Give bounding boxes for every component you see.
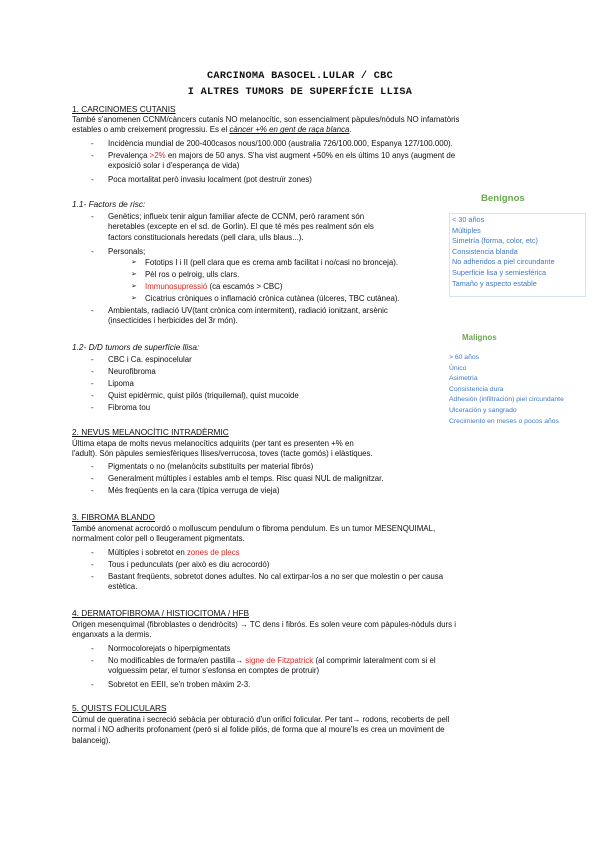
benignos-title: Benignos bbox=[481, 193, 525, 204]
list-item: Quist epidèrmic, quist pilós (triquilemal), quist mucoide bbox=[108, 391, 299, 401]
benignos-item: No adheridos a piel circundante bbox=[452, 257, 555, 267]
bullet-marker: - bbox=[91, 656, 94, 665]
bullet-marker: - bbox=[91, 212, 94, 221]
list-item: Personals; bbox=[108, 247, 146, 256]
list-item: Sobretot en EEII, se'n troben màxim 2-3. bbox=[108, 680, 251, 689]
malignos-item: Ulceración y sangrado bbox=[449, 406, 517, 414]
malignos-item: Consistencia dura bbox=[449, 385, 504, 393]
list-item: Generalment múltiples i estables amb el temps. Risc quasi NUL de malignitzar. bbox=[108, 474, 384, 483]
sub-list-item: Fototips I i II (pell clara que es crema amb facilitat i no/casi no bronceja). bbox=[145, 258, 399, 267]
list-item: Tous i pedunculats (per això es diu acrocordó) bbox=[108, 560, 270, 569]
section-1-2-heading: 1.2- D/D tumors de superfície llisa: bbox=[72, 342, 200, 352]
list-item: Poca mortalitat però invasiu localment (pot destruïr zones) bbox=[108, 175, 312, 184]
sub-list-item: Immunosupressió (ca escamós > CBC) bbox=[145, 282, 283, 291]
list-item: Lipoma bbox=[108, 379, 134, 389]
section-3-intro: També anomenat acrocordó o molluscum pendulum o fibroma pendulum. Es un tumor MESENQUIMAL, normalment color pell o lleugerament pigmentats. bbox=[72, 524, 436, 544]
malignos-item: Asimetría bbox=[449, 375, 478, 383]
bullet-marker: - bbox=[91, 367, 94, 377]
bullet-marker: - bbox=[91, 355, 94, 364]
benignos-item: Múltiples bbox=[452, 225, 481, 235]
bullet-marker: - bbox=[91, 139, 94, 148]
list-item: Múltiples i sobretot en zones de plecs bbox=[108, 548, 240, 557]
malignos-list bbox=[449, 353, 564, 427]
bullet-marker: - bbox=[91, 560, 94, 569]
bullet-marker: - bbox=[91, 474, 94, 483]
arrow-marker: ➢ bbox=[131, 271, 137, 278]
bullet-marker: - bbox=[91, 572, 94, 581]
benignos-item: < 30 años bbox=[452, 215, 485, 224]
document-title-line-1: CARCINOMA BASOCEL.LULAR / CBC bbox=[207, 71, 393, 82]
section-4-intro: Origen mesenquimal (fibroblastes o dendròcits) → TC dens i fibrós. Es solen veure com pàpules-nòduls durs i enganxats a la dermis. bbox=[72, 620, 457, 640]
bullet-marker: - bbox=[91, 391, 94, 401]
section-4-heading: 4. DERMATOFIBROMA / HISTIOCITOMA / HFB bbox=[72, 608, 250, 618]
benignos-list bbox=[452, 215, 555, 289]
bullet-marker: - bbox=[91, 379, 94, 389]
sub-list-item: Pèl ros o pelroig, ulls clars. bbox=[145, 270, 240, 279]
malignos-item: Crecimiento en meses o pocos años bbox=[449, 417, 559, 425]
list-item: Fibroma tou bbox=[108, 403, 151, 413]
malignos-item: > 60 años bbox=[449, 354, 480, 361]
bullet-marker: - bbox=[91, 306, 94, 315]
list-item: Ambientals, radiació UV(tant crònica com intermitent), radiació ionitzant, arsènic (insecticides i herbicides del 3r món). bbox=[108, 306, 388, 326]
bullet-marker: - bbox=[91, 403, 94, 413]
list-item: Incidència mundial de 200-400casos nous/100.000 (australia 726/100.000, Espanya 127/100.000). bbox=[108, 139, 453, 148]
arrow-marker: ➢ bbox=[131, 283, 137, 290]
list-item: Genètics; influeix tenir algun familiar afecte de CCNM, però rarament són heretables (excepte en el sd. de Gorlin). El que té més pes realment són els factors constitucionals heredats (pell clara, ulls blaus...). bbox=[108, 212, 374, 242]
arrow-marker: ➢ bbox=[131, 259, 137, 266]
list-item: Neurofibroma bbox=[108, 367, 156, 377]
section-2-intro: Última etapa de molts nevus melanocítics adquirits (per tant es presenten +% en l'adult). Són pàpules semiesfèriques llises/verrucosa, toves (tacte gomós) i elàstiques. bbox=[72, 439, 373, 459]
benignos-item: Consistencia blanda bbox=[452, 246, 518, 256]
malignos-title: Malignos bbox=[462, 333, 497, 342]
bullet-marker: - bbox=[91, 462, 94, 471]
section-3-heading: 3. FIBROMA BLANDO bbox=[72, 512, 155, 522]
section-1-heading: 1. CARCINOMES CUTANIS bbox=[72, 104, 176, 114]
section-5-intro: Cúmul de queratina i secreció sebàcia per obturació d'un orifici folicular. Per tant→ rodons, recoberts de pell normal i NO adherits profonament (però si al folide pilós, de forma que al moure'ls es crea un moviment de balanceig). bbox=[72, 715, 450, 745]
list-item: Pigmentats o no (melanòcits substituïts per material fibrós) bbox=[108, 462, 314, 471]
document-title-line-2: I ALTRES TUMORS DE SUPERFÍCIE LLISA bbox=[187, 87, 413, 98]
arrow-marker: ➢ bbox=[131, 295, 137, 302]
section-1-intro: També s'anomenen CCNM/càncers cutanis NO melanocític, son essencialment pàpules/nòduls NO infamatòris estables o amb creixement progressiu. Es el càncer +% en gent de raça blanca. bbox=[72, 115, 460, 135]
bullet-marker: - bbox=[91, 548, 94, 557]
malignos-item: Único bbox=[449, 364, 467, 372]
section-5-heading: 5. QUISTS FOLICULARS bbox=[72, 703, 167, 713]
list-item: Normocolorejats o hiperpigmentats bbox=[108, 644, 231, 653]
list-item: CBC i Ca. espinocelular bbox=[108, 355, 192, 364]
bullet-marker: - bbox=[91, 175, 94, 184]
list-item: Prevalença >2% en majors de 50 anys. S'ha vist augment +50% en els últims 10 anys (augment de exposició solar i d'esperança de vida) bbox=[108, 151, 456, 171]
bullet-marker: - bbox=[91, 680, 94, 689]
sub-list-item: Cicatrius cròniques o inflamació crònica cutànea (úlceres, TBC cutànea). bbox=[145, 294, 400, 303]
section-1-1-heading: 1.1- Factors de risc: bbox=[72, 199, 146, 209]
bullet-marker: - bbox=[91, 247, 94, 256]
benignos-item: Superficie lisa y semiesférica bbox=[452, 267, 547, 277]
bullet-marker: - bbox=[91, 644, 94, 653]
bullet-marker: - bbox=[91, 151, 94, 160]
list-item: Bastant freqüents, sobretot dones adultes. No cal extirpar-los a no ser que molestin o per causa estètica. bbox=[108, 572, 444, 592]
benignos-item: Simetría (forma, color, etc) bbox=[452, 236, 538, 246]
list-item: No modificables de forma/en pastilla→ signe de Fitzpatrick (al comprimir lateralment com si el volguessim petar, el tumor s'esfonsa en comptes de protruir) bbox=[108, 656, 436, 676]
list-item: Més freqüents en la cara (típica verruga de vieja) bbox=[108, 486, 280, 495]
malignos-item: Adhesión (infiltración) piel circundante bbox=[449, 396, 564, 404]
benignos-item: Tamaño y aspecto estable bbox=[452, 278, 537, 288]
section-2-heading: 2. NEVUS MELANOCÍTIC INTRADÈRMIC bbox=[72, 427, 229, 437]
bullet-marker: - bbox=[91, 486, 94, 495]
